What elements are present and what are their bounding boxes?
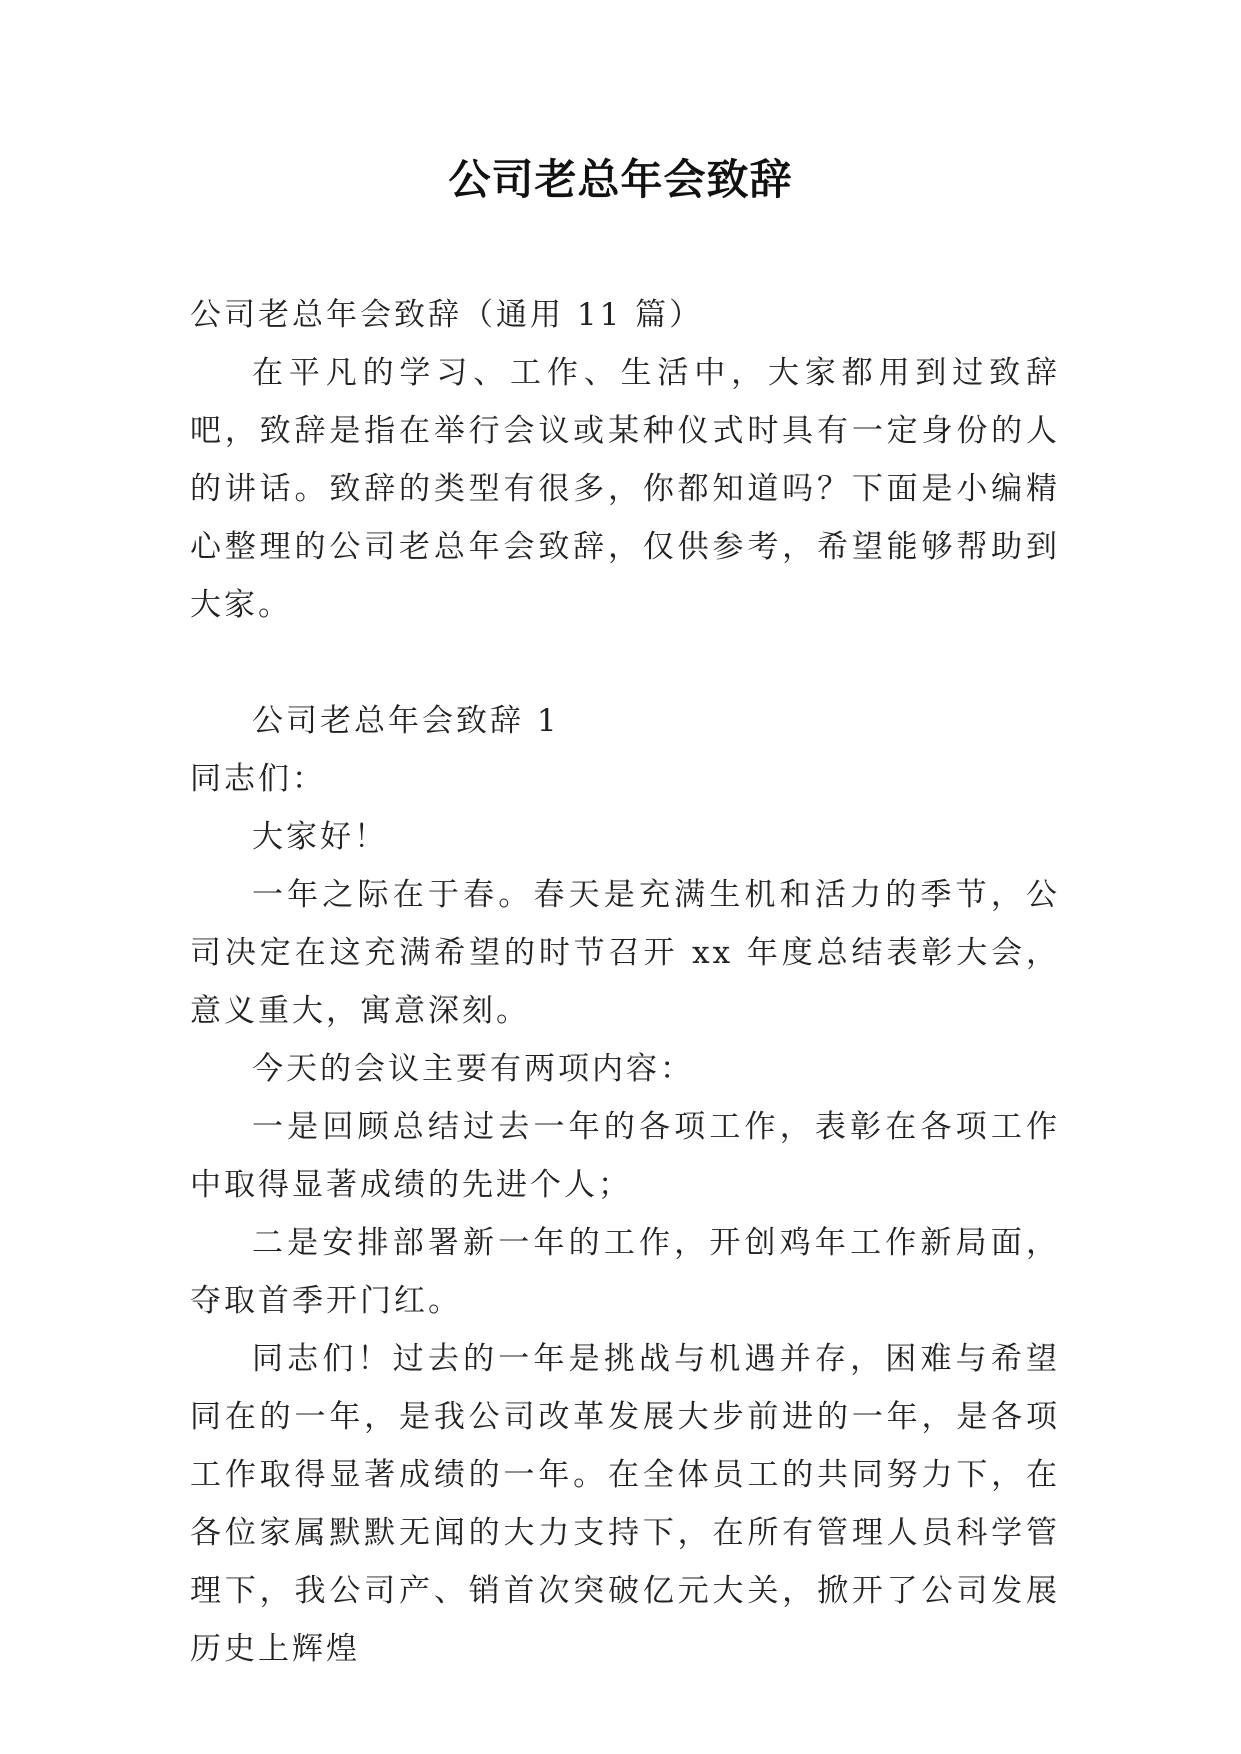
document-body	[190, 286, 1060, 1678]
section-spacer	[190, 634, 1060, 692]
greeting: 大家好！	[252, 819, 388, 855]
salutation: 同志们：	[190, 761, 326, 797]
body-paragraph: 一年之际在于春。春天是充满生机和活力的季节，公司决定在这充满希望的时节召开 xx 年度总结表彰大会，意义重大，寓意深刻。	[190, 877, 1060, 1029]
intro-paragraph: 在平凡的学习、工作、生活中，大家都用到过致辞吧，致辞是指在举行会议或某种仪式时具有一定身份的人的讲话。致辞的类型有很多，你都知道吗？下面是小编精心整理的公司老总年会致辞，仅供参考，希望能够帮助到大家。	[190, 355, 1060, 623]
document-title: 公司老总年会致辞	[448, 155, 793, 204]
body-paragraph: 二是安排部署新一年的工作，开创鸡年工作新局面，夺取首季开门红。	[190, 1225, 1060, 1319]
section-heading: 公司老总年会致辞 1	[252, 703, 560, 739]
body-paragraph: 一是回顾总结过去一年的各项工作，表彰在各项工作中取得显著成绩的先进个人；	[190, 1109, 1060, 1203]
document-subtitle: 公司老总年会致辞（通用 11 篇）	[190, 297, 704, 333]
body-paragraph: 同志们！过去的一年是挑战与机遇并存，困难与希望同在的一年，是我公司改革发展大步前进的一年，是各项工作取得显著成绩的一年。在全体员工的共同努力下，在各位家属默默无闻的大力支持下，在所有管理人员科学管理下，我公司产、销首次突破亿元大关，掀开了公司发展历史上辉煌	[190, 1341, 1060, 1667]
body-paragraph: 今天的会议主要有两项内容：	[252, 1051, 694, 1087]
